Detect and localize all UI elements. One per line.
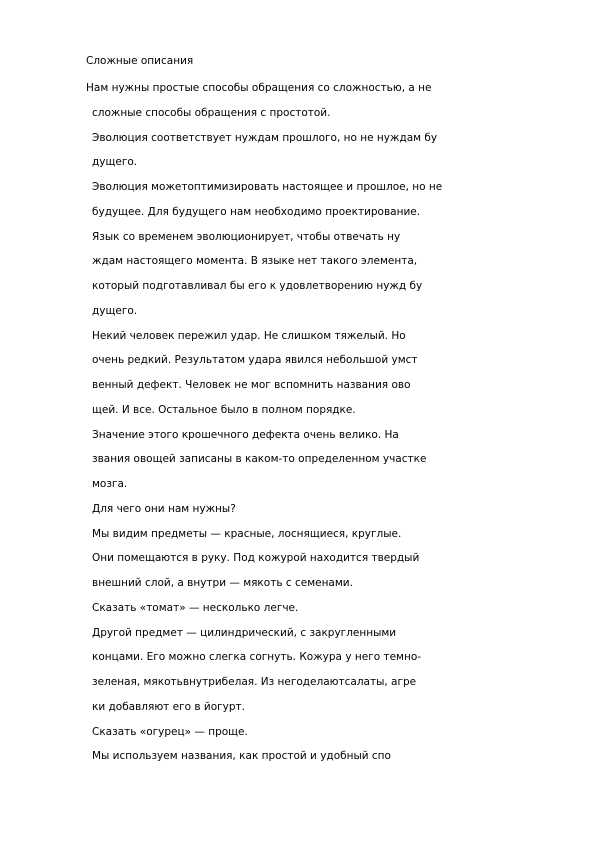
document-title: Сложные описания bbox=[86, 55, 194, 67]
text-line: Сказать «томат» — несколько легче. bbox=[92, 601, 299, 614]
text-line: который подготавливал бы его к удовлетворению нужд бу bbox=[92, 280, 423, 292]
text-line: внешний слой, а внутри — мякоть с семенами. bbox=[92, 577, 353, 589]
text-line: очень редкий. Результатом удара явился небольшой умст bbox=[92, 354, 418, 367]
text-line: сложные способы обращения с простотой. bbox=[92, 106, 331, 119]
text-line: Значение этого крошечного дефекта очень велико. На bbox=[92, 428, 399, 441]
text-line: Сказать «огурец» — проще. bbox=[92, 725, 248, 738]
text-line: Эволюция соответствует нуждам прошлого, но не нуждам бу bbox=[92, 131, 438, 144]
text-line: Эволюция можетоптимизировать настоящее и прошлое, но не bbox=[92, 181, 443, 193]
text-line: Мы используем названия, как простой и удобный спо bbox=[92, 750, 391, 763]
text-line: зеленая, мякотьвнутрибелая. Из негоделаютсалаты, агре bbox=[92, 676, 417, 688]
text-line: Некий человек пережил удар. Не слишком тяжелый. Но bbox=[92, 329, 406, 342]
text-line: ки добавляют его в йогурт. bbox=[92, 700, 245, 713]
text-line: щей. И все. Остальное было в полном порядке. bbox=[92, 403, 356, 416]
text-line: Другой предмет — цилиндрический, с закругленными bbox=[92, 626, 397, 639]
text-line: концами. Его можно слегка согнуть. Кожура у него темно- bbox=[92, 651, 422, 664]
text-line: звания овощей записаны в каком-то определенном участке bbox=[92, 453, 427, 466]
text-line: дущего. bbox=[92, 156, 138, 169]
text-line: Нам нужны простые способы обращения со сложностью, а не bbox=[86, 82, 432, 94]
text-line: дущего. bbox=[92, 304, 138, 317]
text-line: Для чего они нам нужны? bbox=[92, 502, 236, 515]
text-line: ждам настоящего момента. В языке нет такого элемента, bbox=[92, 255, 418, 268]
text-line: будущее. Для будущего нам необходимо проектирование. bbox=[92, 205, 421, 218]
text-line: Язык со временем эволюционирует, чтобы отвечать ну bbox=[92, 230, 401, 243]
text-line: Они помещаются в руку. Под кожурой находится твердый bbox=[92, 552, 420, 565]
text-line: венный дефект. Человек не мог вспомнить названия ово bbox=[92, 379, 411, 391]
text-line: мозга. bbox=[92, 478, 128, 490]
text-line: Мы видим предметы — красные, лоснящиеся, круглые. bbox=[92, 527, 402, 540]
document-body bbox=[0, 79, 595, 772]
